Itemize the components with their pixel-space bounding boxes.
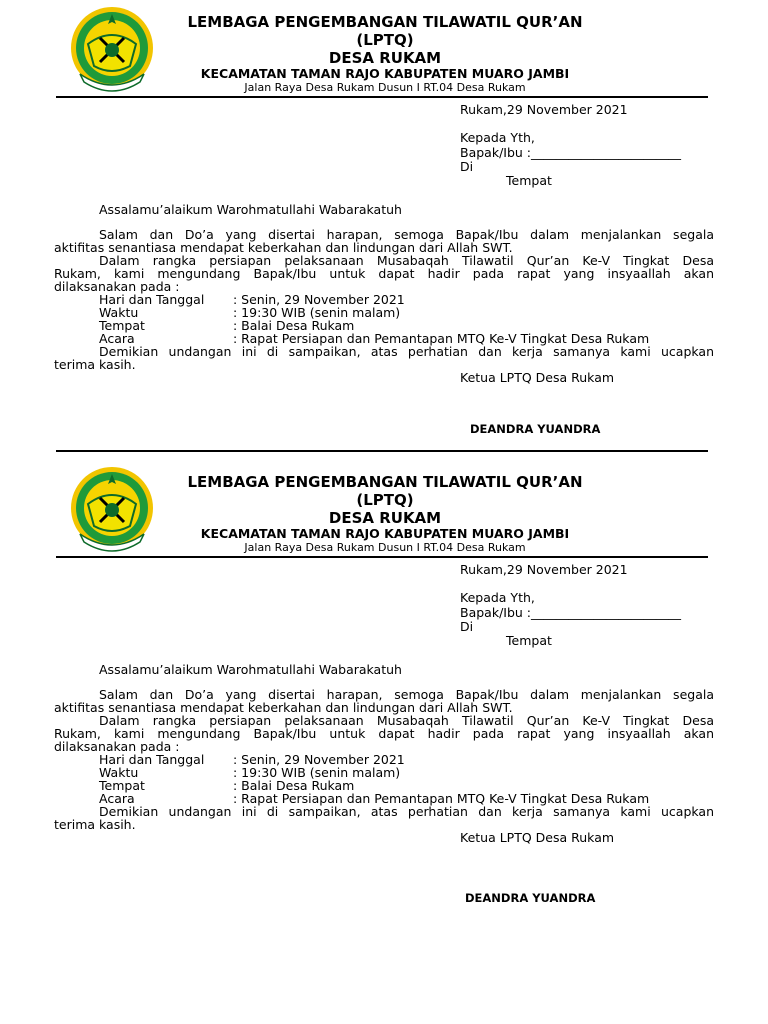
signature-name: DEANDRA YUANDRA [465,891,596,905]
org-name-line2: (LPTQ) [356,491,414,509]
recipient-line2: Bapak/Ibu :________________________ [460,605,682,620]
greeting: Assalamu’alaikum Warohmatullahi Wabarakatuh [99,202,402,217]
detail-value-date: : Senin, 29 November 2021 [233,292,405,307]
para2-line2: Rukam, kami mengundang Bapak/Ibu untuk dapat hadir pada rapat yang insyaallah akan [54,726,714,741]
org-name-line1: LEMBAGA PENGEMBANGAN TILAWATIL QUR’AN [187,13,583,31]
signature-name: DEANDRA YUANDRA [470,422,601,436]
org-name-line2: (LPTQ) [356,31,414,49]
header-divider [56,556,708,558]
detail-value-date: : Senin, 29 November 2021 [233,752,405,767]
recipient-line1: Kepada Yth, [460,130,535,145]
para1-line1: Salam dan Do’a yang disertai harapan, semoga Bapak/Ibu dalam menjalankan segala [99,227,714,242]
invitation-letter-1 [0,0,768,460]
org-name-line3: DESA RUKAM [328,509,442,527]
section-divider [56,450,708,452]
greeting: Assalamu’alaikum Warohmatullahi Wabarakatuh [99,662,402,677]
org-name-line1: LEMBAGA PENGEMBANGAN TILAWATIL QUR’AN [187,473,583,491]
para1-line1: Salam dan Do’a yang disertai harapan, semoga Bapak/Ibu dalam menjalankan segala [99,687,714,702]
para1-line2: aktifitas senantiasa mendapat keberkahan dan lindungan dari Allah SWT. [54,700,513,715]
lptq-emblem-icon [66,4,158,94]
recipient-line1: Kepada Yth, [460,590,535,605]
district-line: KECAMATAN TAMAN RAJO KABUPATEN MUARO JAMBI [200,526,570,541]
district-line: KECAMATAN TAMAN RAJO KABUPATEN MUARO JAMBI [200,66,570,81]
detail-value-time: : 19:30 WIB (senin malam) [233,305,401,320]
detail-label-date: Hari dan Tanggal [99,752,205,767]
detail-value-event: : Rapat Persiapan dan Pemantapan MTQ Ke-V Tingkat Desa Rukam [233,331,650,346]
detail-label-time: Waktu [99,305,139,320]
header-divider [56,96,708,98]
recipient-line3: Di [460,619,474,634]
para2-line1: Dalam rangka persiapan pelaksanaan Musabaqah Tilawatil Qur’an Ke-V Tingkat Desa [99,713,714,728]
closing-line2: terima kasih. [54,357,136,372]
recipient-line2: Bapak/Ibu :________________________ [460,145,682,160]
signature-title: Ketua LPTQ Desa Rukam [460,370,615,385]
detail-value-place: : Balai Desa Rukam [233,318,355,333]
detail-label-event: Acara [99,791,135,806]
detail-label-time: Waktu [99,765,139,780]
closing-line1: Demikian undangan ini di sampaikan, atas perhatian dan kerja samanya kami ucapkan [99,344,714,359]
lptq-emblem-icon [66,464,158,554]
org-name-line3: DESA RUKAM [328,49,442,67]
detail-value-time: : 19:30 WIB (senin malam) [233,765,401,780]
detail-value-event: : Rapat Persiapan dan Pemantapan MTQ Ke-V Tingkat Desa Rukam [233,791,650,806]
detail-label-date: Hari dan Tanggal [99,292,205,307]
detail-label-place: Tempat [99,778,145,793]
invitation-letter-2 [0,460,768,920]
para2-line1: Dalam rangka persiapan pelaksanaan Musabaqah Tilawatil Qur’an Ke-V Tingkat Desa [99,253,714,268]
para2-line3: dilaksanakan pada : [54,739,180,754]
detail-label-event: Acara [99,331,135,346]
closing-line1: Demikian undangan ini di sampaikan, atas perhatian dan kerja samanya kami ucapkan [99,804,714,819]
address-line: Jalan Raya Desa Rukam Dusun I RT.04 Desa Rukam [244,81,526,94]
detail-value-place: : Balai Desa Rukam [233,778,355,793]
recipient-line4: Tempat [506,173,552,188]
para2-line2: Rukam, kami mengundang Bapak/Ibu untuk dapat hadir pada rapat yang insyaallah akan [54,266,714,281]
letter-date: Rukam,29 November 2021 [460,102,628,117]
closing-line2: terima kasih. [54,817,136,832]
signature-title: Ketua LPTQ Desa Rukam [460,830,615,845]
recipient-line4: Tempat [506,633,552,648]
address-line: Jalan Raya Desa Rukam Dusun I RT.04 Desa Rukam [244,541,526,554]
para2-line3: dilaksanakan pada : [54,279,180,294]
recipient-line3: Di [460,159,474,174]
para1-line2: aktifitas senantiasa mendapat keberkahan dan lindungan dari Allah SWT. [54,240,513,255]
letter-date: Rukam,29 November 2021 [460,562,628,577]
detail-label-place: Tempat [99,318,145,333]
